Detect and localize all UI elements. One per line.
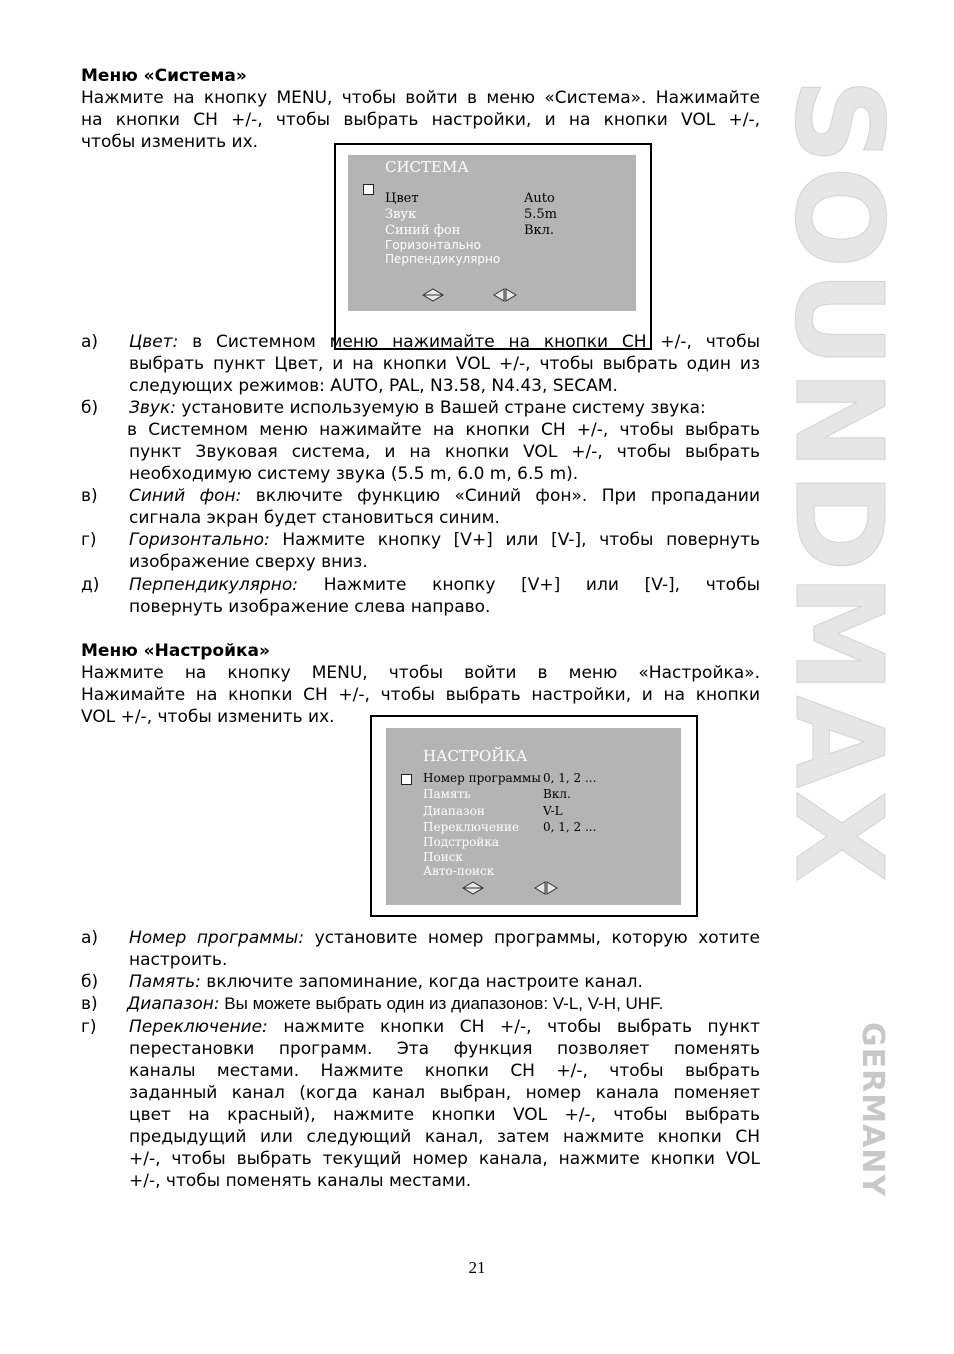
text-line-rest: Нажмите кнопку [V+] или [V-], чтобы — [297, 575, 760, 595]
term: Горизонтально: — [129, 530, 270, 550]
menu-row-label: Номер программы — [423, 771, 541, 785]
menu-row-value: Auto — [524, 191, 555, 206]
list-marker: в) — [81, 994, 98, 1014]
text-line: следующих режимов: AUTO, PAL, N3.58, N4.43, SECAM. — [129, 376, 618, 396]
menu-row-label: Авто-поиск — [423, 864, 495, 878]
list-marker: г) — [81, 530, 97, 550]
text-line-rest: Нажмите кнопку [V+] или [V-], чтобы повернуть — [269, 530, 760, 550]
text-line-rest: установите номер программы, которую хотите — [304, 928, 760, 948]
menu-row-label: Перпендикулярно — [385, 252, 501, 266]
text-line: цвет на красный), нажмите кнопки VOL +/-, чтобы выбрать — [129, 1105, 760, 1125]
text-line: Нажмите на кнопку MENU, чтобы войти в меню «Настройка». — [81, 663, 760, 683]
text-line: +/-, чтобы поменять каналы местами. — [129, 1171, 472, 1191]
text-line — [129, 574, 760, 596]
brand-country: GERMANY — [855, 1022, 890, 1198]
menu-row-label: Горизонтально — [385, 238, 481, 252]
list-marker: г) — [81, 1017, 97, 1037]
brand-name: SOUNDMAX — [768, 78, 907, 885]
text-line: Нажмите на кнопку MENU, чтобы войти в меню «Система». Нажимайте — [81, 88, 760, 108]
list-marker: б) — [81, 972, 99, 992]
text-line — [129, 331, 760, 353]
text-line — [129, 1016, 760, 1038]
text-line — [129, 529, 760, 551]
menu-row-label: Память — [423, 787, 471, 801]
text-line: выбрать пункт Цвет, и на кнопки VOL +/-, чтобы выбрать один из — [129, 354, 760, 374]
text-line: в Системном меню нажимайте на кнопки CH +/-, чтобы выбрать — [127, 420, 760, 440]
text-line: на кнопки CH +/-, чтобы выбрать настройки, и на кнопки VOL +/-, — [81, 110, 760, 130]
menu-row-label: Подстройка — [423, 835, 499, 849]
checkbox-icon — [401, 774, 412, 785]
brand-logo-vertical — [768, 72, 907, 1202]
page-number: 21 — [468, 1258, 486, 1277]
text-line — [129, 397, 760, 419]
left-right-arrows-icon — [534, 881, 558, 895]
menu-row-label: Звук — [385, 207, 417, 222]
left-right-arrows-icon — [493, 288, 517, 302]
menu-row-label: Цвет — [385, 191, 419, 206]
text-line-rest: включите запоминание, когда настроите канал. — [200, 972, 643, 992]
text-line: VOL +/-, чтобы изменить их. — [81, 707, 335, 727]
list-marker: а) — [81, 332, 99, 352]
menu-row-label: Диапазон — [423, 804, 485, 818]
text-line: пункт Звуковая система, и на кнопки VOL +/-, чтобы выбрать — [129, 442, 760, 462]
term: Цвет: — [129, 332, 179, 352]
term: Диапазон: — [127, 994, 220, 1014]
text-line: заданный канал (когда канал выбран, номер канала поменяет — [129, 1083, 760, 1103]
text-line — [129, 971, 760, 993]
checkbox-icon — [363, 184, 374, 195]
text-line-rest: нажмите кнопки CH +/-, чтобы выбрать пункт — [267, 1017, 760, 1037]
menu-row-value: V-L — [543, 804, 563, 818]
menu-row-label: Поиск — [423, 850, 463, 864]
text-line: сигнала экран будет становиться синим. — [129, 508, 500, 528]
term: Память: — [129, 972, 201, 992]
menu-row-value: Вкл. — [524, 223, 555, 238]
text-line — [129, 485, 760, 507]
section-heading-setup: Меню «Настройка» — [81, 641, 271, 661]
menu-row-label: Синий фон — [385, 223, 461, 238]
text-line-rest: включите функцию «Синий фон». При пропадании — [241, 486, 760, 506]
text-line: чтобы изменить их. — [81, 132, 259, 152]
list-marker: б) — [81, 398, 99, 418]
menu-title: НАСТРОЙКА — [423, 747, 528, 765]
section-heading-system: Меню «Система» — [81, 66, 247, 86]
text-line: каналы местами. Нажмите кнопки CH +/-, чтобы выбрать — [129, 1061, 760, 1081]
text-line: повернуть изображение слева направо. — [129, 597, 491, 617]
text-line-rest: установите используемую в Вашей стране систему звука: — [175, 398, 706, 418]
text-line: +/-, чтобы выбрать текущий номер канала, нажмите кнопки VOL — [129, 1149, 760, 1169]
menu-row-value: 0, 1, 2 ... — [543, 820, 597, 834]
menu-row-label: Переключение — [423, 820, 520, 834]
term: Синий фон: — [129, 486, 242, 506]
menu-row-value: Вкл. — [543, 787, 571, 801]
term: Перпендикулярно: — [129, 575, 298, 595]
up-down-arrows-icon — [462, 881, 484, 895]
menu-row-value: 5.5m — [524, 207, 558, 222]
text-line: изображение сверху вниз. — [129, 552, 368, 572]
text-line: необходимую систему звука (5.5 m, 6.0 m, 6.5 m). — [129, 464, 579, 484]
up-down-arrows-icon — [422, 288, 444, 302]
text-line-rest: в Системном меню нажимайте на кнопки CH +/-, чтобы — [178, 332, 760, 352]
term: Переключение: — [129, 1017, 268, 1037]
list-marker: в) — [81, 486, 98, 506]
text-line: предыдущий или следующий канал, затем нажмите кнопки CH — [129, 1127, 760, 1147]
text-line-rest: Вы можете выбрать один из диапазонов: V-L, V-H, UHF. — [219, 994, 664, 1013]
term: Звук: — [129, 398, 176, 418]
text-line: настроить. — [129, 950, 228, 970]
menu-title: СИСТЕМА — [385, 158, 469, 176]
text-line — [129, 927, 760, 949]
text-line: Нажимайте на кнопки CH +/-, чтобы выбрать настройки, и на кнопки — [81, 685, 760, 705]
list-marker: д) — [81, 575, 100, 595]
text-line — [127, 993, 758, 1015]
text-line: перестановки программ. Эта функция позволяет поменять — [129, 1039, 760, 1059]
term: Номер программы: — [129, 928, 305, 948]
system-menu-screen — [348, 155, 636, 311]
setup-menu-screen — [386, 728, 681, 905]
brand-text — [768, 72, 907, 1202]
menu-row-value: 0, 1, 2 ... — [543, 771, 597, 785]
list-marker: а) — [81, 928, 99, 948]
